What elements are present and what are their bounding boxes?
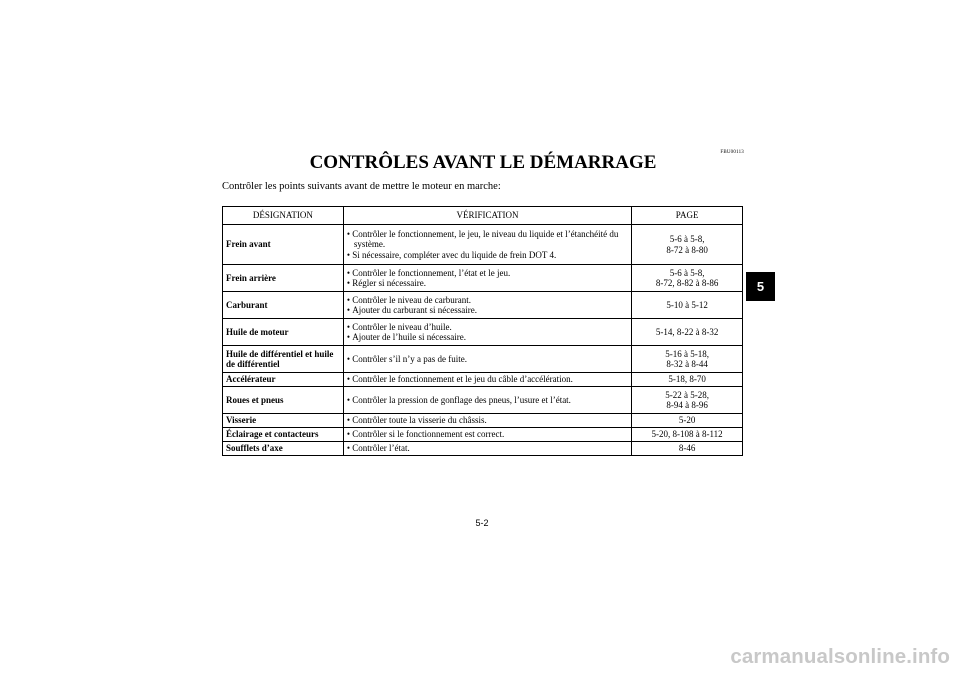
row-designation: Huile de moteur: [223, 319, 344, 346]
page-ref-line: 5-14, 8-22 à 8-32: [655, 326, 719, 337]
check-item: • Contrôler le fonctionnement et le jeu du câble d’accélération.: [347, 374, 628, 384]
row-designation: Frein avant: [223, 225, 344, 265]
row-verification: [343, 292, 631, 319]
page-ref-line: 5-18, 8-70: [668, 374, 706, 385]
row-verification: [343, 442, 631, 456]
page-number: 5-2: [475, 518, 489, 528]
header-designation: DÉSIGNATION: [223, 207, 344, 225]
row-designation: Carburant: [223, 292, 344, 319]
table-row: [223, 373, 743, 387]
row-page-ref: [632, 225, 743, 265]
page-ref-line: 5-6 à 5-8,: [669, 267, 705, 278]
row-verification: [343, 387, 631, 414]
header-page: PAGE: [632, 207, 743, 225]
table-row: [223, 319, 743, 346]
check-list: [347, 322, 628, 342]
check-item: • Contrôler l’état.: [347, 443, 628, 453]
row-designation: Frein arrière: [223, 265, 344, 292]
check-item: • Contrôler toute la visserie du châssis.: [347, 415, 628, 425]
check-list: [347, 268, 628, 288]
page-ref-line: 5-6 à 5-8,: [669, 234, 705, 245]
row-page-ref: [632, 265, 743, 292]
page-ref-line: 8-72, 8-82 à 8-86: [655, 278, 719, 288]
page-ref-line: 8-72 à 8-80: [666, 244, 708, 255]
check-item: • Régler si nécessaire.: [347, 278, 628, 288]
check-item: • Contrôler le fonctionnement, l’état et le jeu.: [347, 268, 628, 278]
check-item: • Si nécessaire, compléter avec du liquide de frein DOT 4.: [347, 250, 628, 260]
check-item: • Ajouter de l’huile si nécessaire.: [347, 332, 628, 342]
check-item: • Contrôler s’il n’y a pas de fuite.: [347, 354, 628, 364]
row-verification: [343, 265, 631, 292]
row-page-ref: [632, 414, 743, 428]
row-designation: Soufflets d’axe: [223, 442, 344, 456]
table-row: [223, 292, 743, 319]
row-designation: Huile de différentiel et huile de différentiel: [223, 346, 344, 373]
check-list: [347, 295, 628, 315]
table-row: [223, 428, 743, 442]
page-ref-line: 5-10 à 5-12: [666, 299, 708, 310]
table-row: [223, 414, 743, 428]
check-list: [347, 229, 628, 260]
check-list: [347, 354, 628, 364]
row-page-ref: [632, 428, 743, 442]
page-ref-line: 8-94 à 8-96: [666, 400, 708, 410]
check-item: • Contrôler le niveau d’huile.: [347, 322, 628, 332]
row-designation: Éclairage et contacteurs: [223, 428, 344, 442]
row-designation: Roues et pneus: [223, 387, 344, 414]
check-list: [347, 374, 628, 384]
page-title: CONTRÔLES AVANT LE DÉMARRAGE: [309, 152, 657, 173]
row-designation: Accélérateur: [223, 373, 344, 387]
row-verification: [343, 319, 631, 346]
row-page-ref: [632, 292, 743, 319]
page-ref-line: 5-16 à 5-18,: [665, 348, 709, 359]
watermark: carmanualsonline.info: [730, 645, 950, 668]
row-page-ref: [632, 373, 743, 387]
check-item: • Ajouter du carburant si nécessaire.: [347, 305, 628, 315]
page-ref-line: 5-20: [678, 415, 696, 426]
pre-start-checks-table: [222, 206, 743, 456]
intro-text: Contrôler les points suivants avant de mettre le moteur en marche:: [222, 181, 501, 192]
check-item: • Contrôler le fonctionnement, le jeu, le niveau du liquide et l’étanchéité du système.: [347, 229, 628, 249]
page-ref-line: 8-46: [678, 443, 696, 454]
section-tab: 5: [746, 272, 775, 301]
page-ref-line: 8-32 à 8-44: [666, 359, 708, 369]
table-row: [223, 225, 743, 265]
page-ref-line: 5-22 à 5-28,: [665, 389, 709, 400]
page-ref-line: 5-20, 8-108 à 8-112: [651, 429, 723, 440]
header-verification: VÉRIFICATION: [343, 207, 631, 225]
check-item: • Contrôler si le fonctionnement est correct.: [347, 429, 628, 439]
check-list: [347, 443, 628, 453]
table-row: [223, 387, 743, 414]
row-verification: [343, 346, 631, 373]
row-page-ref: [632, 387, 743, 414]
row-page-ref: [632, 319, 743, 346]
check-item: • Contrôler le niveau de carburant.: [347, 295, 628, 305]
row-page-ref: [632, 346, 743, 373]
row-verification: [343, 225, 631, 265]
row-verification: [343, 428, 631, 442]
table-row: [223, 442, 743, 456]
row-verification: [343, 373, 631, 387]
row-verification: [343, 414, 631, 428]
check-list: [347, 395, 628, 405]
table-row: [223, 265, 743, 292]
table-header-row: [223, 207, 743, 225]
document-code: FBU00113: [720, 150, 744, 155]
row-designation: Visserie: [223, 414, 344, 428]
check-list: [347, 415, 628, 425]
table-body: [223, 225, 743, 456]
table-row: [223, 346, 743, 373]
row-page-ref: [632, 442, 743, 456]
check-list: [347, 429, 628, 439]
check-item: • Contrôler la pression de gonflage des pneus, l’usure et l’état.: [347, 395, 628, 405]
